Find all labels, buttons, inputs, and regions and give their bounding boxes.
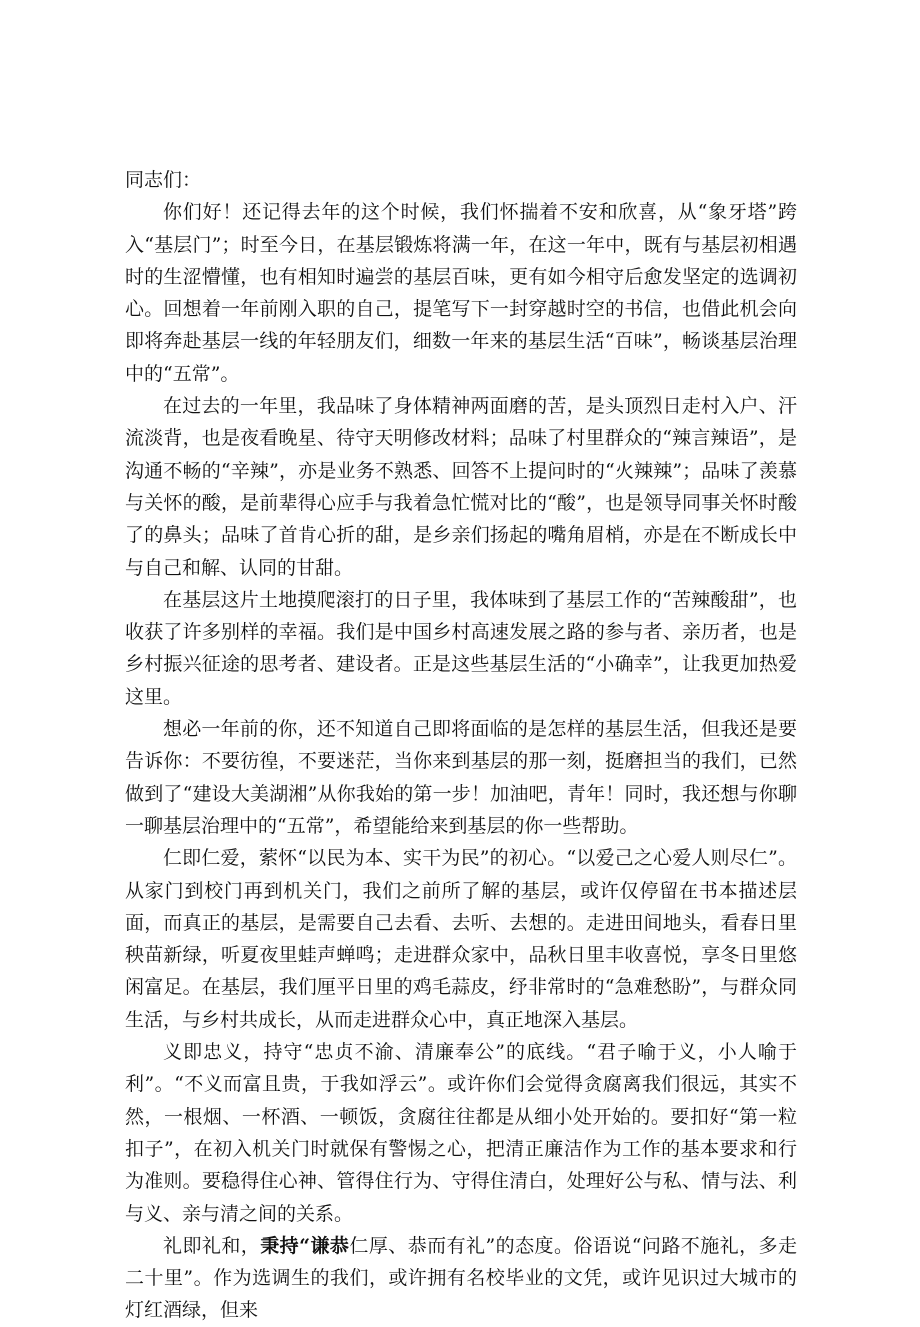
paragraph-advice: 想必一年前的你，还不知道自己即将面临的是怎样的基层生活，但我还是要告诉你：不要彷徨，不要迷茫，当你来到基层的那一刻，挺磨担当的我们，已然做到了“建设大美湖湘”从你我始的第一步！加油吧，青年！同时，我还想与你聊一聊基层治理中的“五常”，希望能给来到基层的你一些帮助。 — [125, 718, 797, 837]
paragraph-li-start: 礼即礼和， — [163, 1234, 261, 1257]
letter-page — [125, 164, 797, 1327]
paragraph-yi: 义即忠义，持守“忠贞不渝、清廉奉公”的底线。“君子喻于义，小人喻于利”。“不义而富且贵，于我如浮云”。或许你们会觉得贪腐离我们很远，其实不然，一根烟、一杯酒、一顿饭，贪腐往往都是从细小处开始的。要扣好“第一粒扣子”，在初入机关门时就保有警惕之心，把清正廉洁作为工作的基本要求和行为准则。要稳得住心神、管得住行为、守得住清白，处理好公与私、情与法、利与义、亲与清之间的关系。 — [125, 1041, 797, 1225]
paragraph-greeting: 你们好！还记得去年的这个时候，我们怀揣着不安和欣喜，从“象牙塔”跨入“基层门”；时至今日，在基层锻炼将满一年，在这一年中，既有与基层初相遇时的生涩懵懂，也有相知时遍尝的基层百味，更有如今相守后愈发坚定的选调初心。回想着一年前刚入职的自己，提笔写下一封穿越时空的书信，也借此机会向即将奔赴基层一线的年轻朋友们，细数一年来的基层生活“百味”，畅谈基层治理中的“五常”。 — [125, 201, 797, 385]
paragraph-li-bold: 秉持“谦恭 — [260, 1234, 350, 1257]
paragraph-ren: 仁即仁爱，萦怀“以民为本、实干为民”的初心。“以爱己之心爱人则尽仁”。从家门到校门再到机关门，我们之前所了解的基层，或许仅停留在书本描述层面，而真正的基层，是需要自己去看、去听、去想的。走进田间地头，看春日里秧苗新绿，听夏夜里蛙声蝉鸣；走进群众家中，品秋日里丰收喜悦，享冬日里悠闲富足。在基层，我们厘平日里的鸡毛蒜皮，纾非常时的“急难愁盼”，与群众同生活，与乡村共成长，从而走进群众心中，真正地深入基层。 — [125, 847, 797, 1031]
paragraph-past-year: 在过去的一年里，我品味了身体精神两面磨的苦，是头顶烈日走村入户、汗流淡背，也是夜看晚星、待守天明修改材料；品味了村里群众的“辣言辣语”，是沟通不畅的“辛辣”，亦是业务不熟悉、回答不上提问时的“火辣辣”；品味了羡慕与关怀的酸，是前辈得心应手与我着急忙慌对比的“酸”，也是领导同事关怀时酸了的鼻头；品味了首肯心折的甜，是乡亲们扬起的嘴角眉梢，亦是在不断成长中与自己和解、认同的甘甜。 — [125, 395, 797, 579]
paragraph-li-rest: 仁厚、恭而有礼”的态度。俗语说“问路不施礼，多走二十里”。作为选调生的我们，或许拥有名校毕业的文凭，或许见识过大城市的灯红酒绿，但来 — [125, 1234, 797, 1322]
paragraph-happiness: 在基层这片土地摸爬滚打的日子里，我体味到了基层工作的“苦辣酸甜”，也收获了许多别样的幸福。我们是中国乡村高速发展之路的参与者、亲历者，也是乡村振兴征途的思考者、建设者。正是这些基层生活的“小确幸”，让我更加热爱这里。 — [125, 588, 797, 708]
salutation: 同志们： — [125, 169, 202, 191]
paragraph-li — [125, 1230, 797, 1327]
